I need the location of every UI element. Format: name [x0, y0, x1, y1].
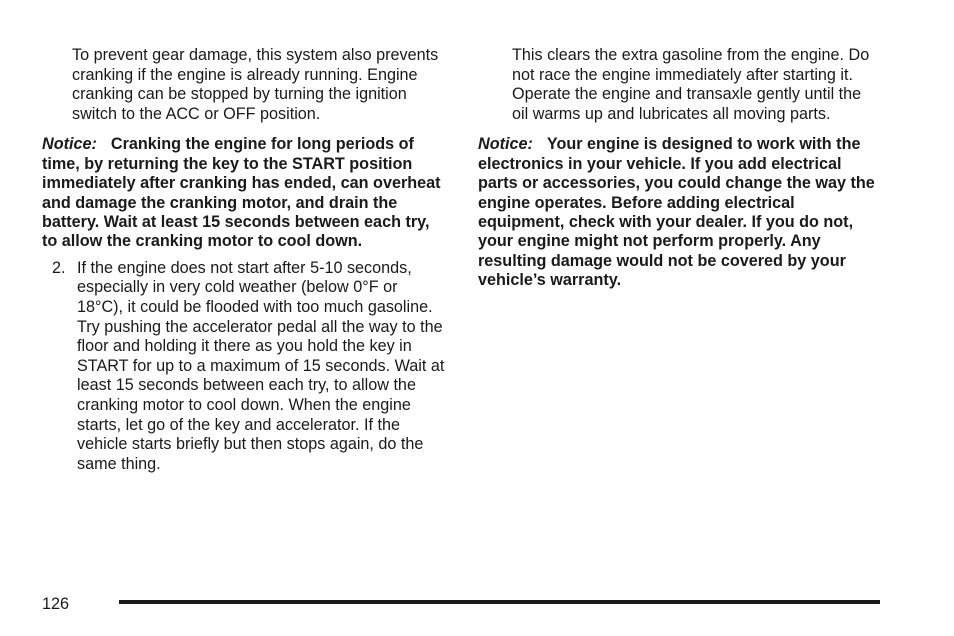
notice-label: Notice: — [42, 135, 97, 154]
footer-rule — [119, 600, 880, 604]
cranking-notice-text: Cranking the engine for long periods of time, by returning the key to the START position immediately after cranking has ended, can overheat and damage the cranking motor, and drain the battery. Wait at least 15 seconds between each try, to allow the cranking motor to cool down. — [42, 135, 441, 251]
flooded-engine-text: If the engine does not start after 5-10 seconds, especially in very cold weather (below 0°F or 18°C), it could be flooded with too much gasoline. Try pushing the accelerator pedal all the way to the floor and holding it there as you hold the key in START for up to a maximum of 15 seconds. Wait at least 15 seconds between each try, to allow the cranking motor to cool down. When the engine starts, let go of the key and accelerator. If the vehicle starts briefly but then stops again, do the same thing. — [77, 258, 445, 473]
notice-label: Notice: — [478, 135, 533, 154]
cranking-notice — [42, 135, 448, 251]
gear-damage-paragraph: To prevent gear damage, this system also prevents cranking if the engine is already running. Engine cranking can be stopped by turning the ignition switch to the ACC or OFF position. — [72, 46, 439, 123]
left-column — [42, 46, 448, 474]
right-column — [478, 46, 878, 291]
page-number: 126 — [42, 595, 70, 613]
list-item-2 — [42, 259, 448, 475]
electronics-notice — [478, 135, 878, 290]
clears-gasoline-paragraph: This clears the extra gasoline from the engine. Do not race the engine immediately after starting it. Operate the engine and transaxle gently until the oil warms up and lubricates all moving parts. — [512, 46, 870, 123]
list-item-number: 2. — [52, 258, 66, 277]
electronics-notice-text: Your engine is designed to work with the electronics in your vehicle. If you add electrical parts or accessories, you could change the way the engine operates. Before adding electrical equipment, check with your dealer. If you do not, your engine might not perform properly. Any resulting damage would not be covered by your vehicle’s warranty. — [478, 135, 875, 290]
